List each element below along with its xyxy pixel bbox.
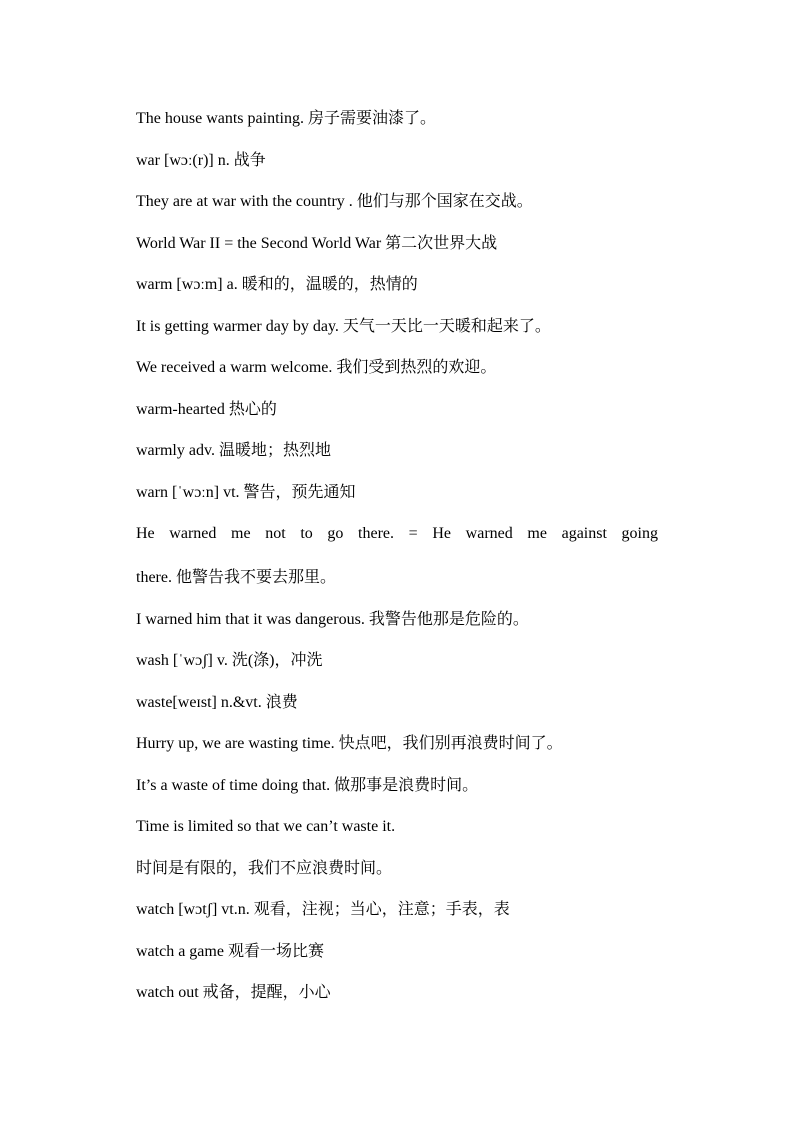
text-line: It is getting warmer day by day. 天气一天比一天暖和起来了。 (136, 317, 551, 335)
text-line: watch [wɔtʃ] vt.n. 观看，注视；当心，注意；手表，表 (136, 901, 510, 918)
text-line: watch a game 观看一场比赛 (136, 942, 324, 960)
text-line: warm [wɔːm] a. 暖和的，温暖的，热情的 (136, 276, 418, 293)
text-line: waste[weɪst] n.&vt. 浪费 (136, 693, 298, 711)
text-line: They are at war with the country . 他们与那个国家在交战。 (136, 193, 533, 210)
text-line: warm-hearted 热心的 (136, 400, 277, 418)
text-line: He warned me not to go there. = He warned me against going (136, 525, 658, 542)
text-line: there. 他警告我不要去那里。 (136, 569, 336, 586)
text-line: Hurry up, we are wasting time. 快点吧，我们别再浪费时间了。 (136, 735, 563, 752)
text-line: 时间是有限的，我们不应浪费时间。 (136, 859, 393, 877)
text-line: warmly adv. 温暖地；热烈地 (136, 442, 331, 459)
text-line: warn [ˈwɔːn] vt. 警告，预先通知 (136, 483, 356, 501)
text-line: It’s a waste of time doing that. 做那事是浪费时间。 (136, 776, 479, 794)
text-line: watch out 戒备，提醒，小心 (136, 984, 331, 1001)
text-line: wash [ˈwɔʃ] v. 洗(涤)，冲洗 (136, 652, 323, 669)
text-line: war [wɔː(r)] n. 战争 (136, 151, 266, 169)
text-line: The house wants painting. 房子需要油漆了。 (136, 110, 436, 127)
text-line: I warned him that it was dangerous. 我警告他那是危险的。 (136, 610, 529, 628)
text-line: We received a warm welcome. 我们受到热烈的欢迎。 (136, 359, 497, 376)
text-line: World War II = the Second World War 第二次世界大战 (136, 234, 498, 252)
text-line: Time is limited so that we can’t waste it. (136, 818, 396, 835)
vocabulary-text-block (136, 108, 658, 1024)
